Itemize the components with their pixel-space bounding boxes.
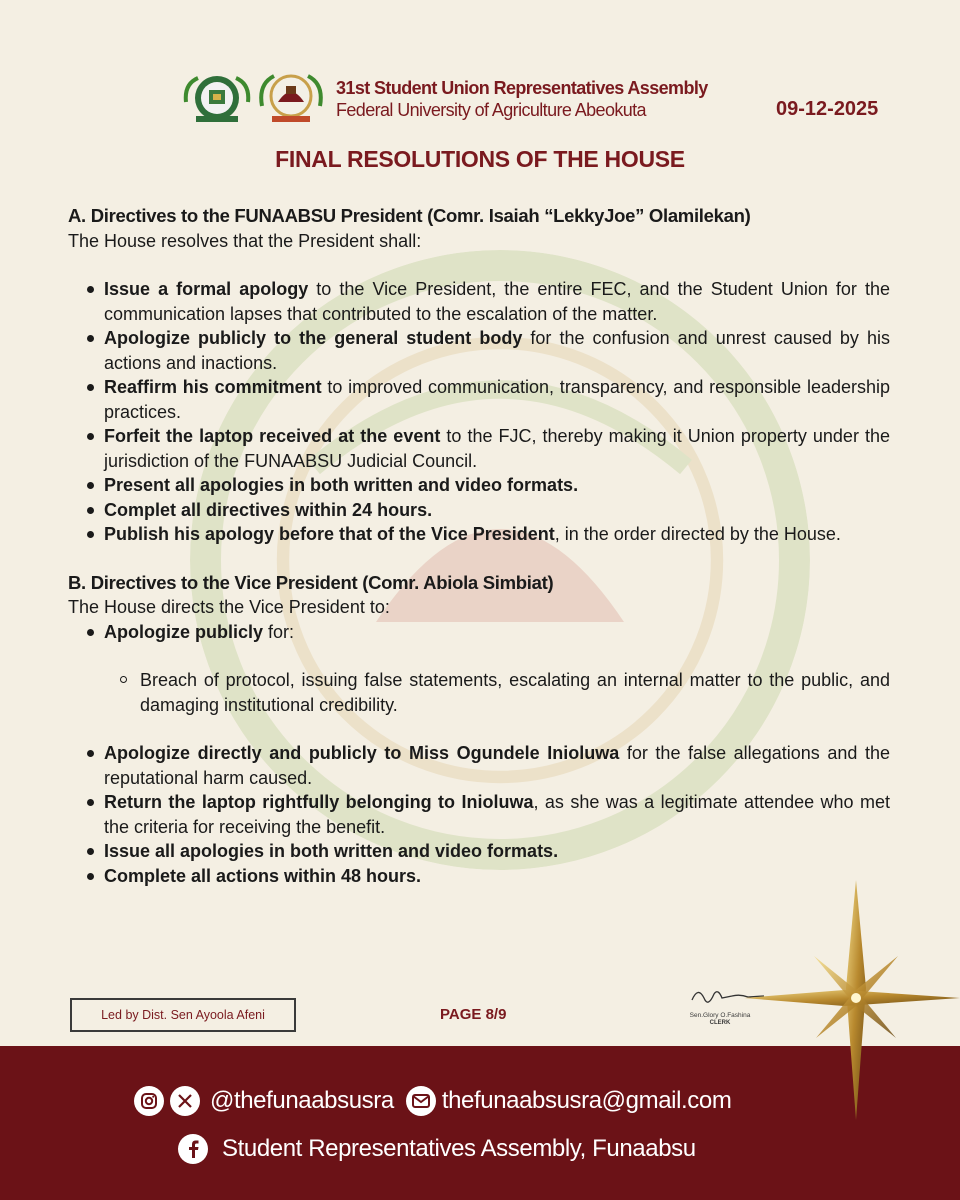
facebook-page[interactable]: Student Representatives Assembly, Funaabsu — [222, 1135, 696, 1162]
assembly-name: 31st Student Union Representatives Assembly — [336, 78, 708, 98]
page-number: PAGE 8/9 — [440, 1006, 507, 1023]
sub-list-item: Breach of protocol, issuing false statements, escalating an internal matter to the public, and damaging institutional credibility. — [68, 668, 890, 717]
university-logo — [182, 72, 252, 124]
clerk-title: CLERK — [709, 1020, 731, 1026]
assembly-logo — [256, 72, 326, 124]
facebook-icon[interactable] — [178, 1134, 208, 1164]
section-b-list — [68, 620, 890, 889]
section-b-intro: The House directs the Vice President to: — [68, 597, 390, 617]
list-item: Apologize publicly for: — [68, 620, 890, 645]
list-item: Return the laptop rightfully belonging to Inioluwa, as she was a legitimate attendee who met the criteria for receiving the benefit. — [68, 790, 890, 839]
list-item: Publish his apology before that of the Vice President, in the order directed by the House. — [68, 522, 890, 547]
list-item: Apologize publicly to the general student body for the confusion and unrest caused by his actions and inactions. — [68, 326, 890, 375]
resolutions-body — [68, 204, 890, 888]
section-a-list — [68, 277, 890, 547]
list-item: Reaffirm his commitment to improved communication, transparency, and responsible leadership practices. — [68, 375, 890, 424]
list-item: Issue all apologies in both written and video formats. — [68, 839, 890, 864]
section-a-intro: The House resolves that the President shall: — [68, 230, 422, 251]
instagram-icon[interactable] — [134, 1086, 164, 1116]
document-header — [0, 0, 960, 140]
email-address[interactable]: thefunaabsusra@gmail.com — [441, 1087, 732, 1114]
list-item: Forfeit the laptop received at the event to the FJC, thereby making it Union property under the jurisdiction of the FUNAABSU Judicial Council. — [68, 424, 890, 473]
list-item: Issue a formal apology to the Vice President, the entire FEC, and the Student Union for the communication lapses that contributed to the escalation of the matter. — [68, 277, 890, 326]
section-a-heading: A. Directives to the FUNAABSU President (Comr. Isaiah “LekkyJoe” Olamilekan) — [68, 205, 751, 226]
facebook-row — [178, 1132, 696, 1166]
social-handle[interactable]: @thefunaabsusra — [210, 1087, 394, 1114]
page-title: FINAL RESOLUTIONS OF THE HOUSE — [275, 146, 685, 172]
clerk-name: Sen.Glory O.Fashina — [689, 1012, 751, 1019]
led-by-box: Led by Dist. Sen Ayoola Afeni — [70, 998, 296, 1032]
list-item: Complete all actions within 48 hours. — [68, 864, 890, 889]
section-b-heading: B. Directives to the Vice President (Comr. Abiola Simbiat) — [68, 571, 554, 593]
document-date: 09-12-2025 — [776, 98, 879, 120]
compass-star-icon — [744, 880, 960, 1120]
list-item: Present all apologies in both written and video formats. — [68, 473, 890, 498]
list-item: Apologize directly and publicly to Miss Ogundele Inioluwa for the false allegations and the reputational harm caused. — [68, 741, 890, 790]
list-item: Complet all directives within 24 hours. — [68, 498, 890, 523]
social-row — [134, 1084, 731, 1118]
mail-icon[interactable] — [406, 1086, 436, 1116]
university-name: Federal University of Agriculture Abeokuta — [336, 100, 646, 120]
x-icon[interactable] — [170, 1086, 200, 1116]
